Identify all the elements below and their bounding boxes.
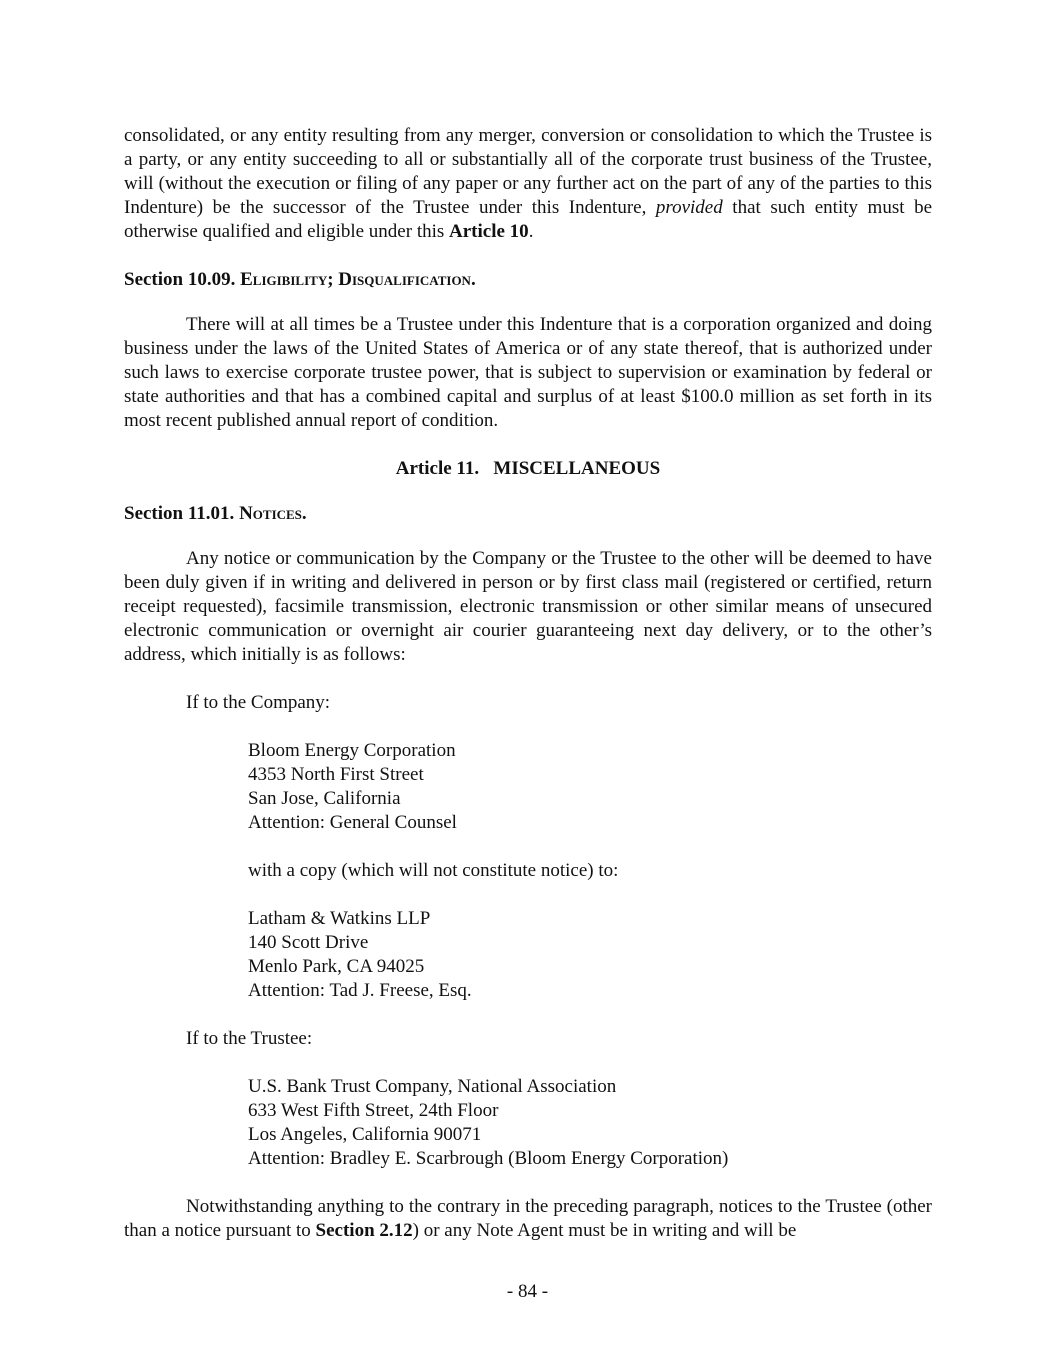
closing-paragraph	[124, 1195, 932, 1243]
address-line: U.S. Bank Trust Company, National Association	[248, 1076, 617, 1097]
section-2-12-reference: Section 2.12	[315, 1220, 413, 1241]
address-line: Attention: Tad J. Freese, Esq.	[248, 980, 472, 1001]
trustee-address-block	[124, 1075, 932, 1171]
copy-note: with a copy (which will not constitute notice) to:	[248, 860, 619, 881]
document-page	[124, 124, 932, 1243]
article-11-heading: Article 11. MISCELLANEOUS	[395, 458, 661, 479]
counsel-address-block	[124, 907, 932, 1003]
paragraph-text: that such entity must be otherwise qualified and eligible under this	[124, 197, 932, 242]
section-title: Notices.	[239, 503, 307, 524]
address-line: San Jose, California	[248, 788, 401, 809]
paragraph-successor-trustee	[124, 124, 932, 244]
company-address-block	[124, 739, 932, 835]
company-lead: If to the Company:	[186, 692, 331, 713]
address-line: Latham & Watkins LLP	[248, 908, 431, 929]
section-number: Section 10.09.	[124, 269, 236, 290]
address-line: Menlo Park, CA 94025	[248, 956, 425, 977]
address-line: Bloom Energy Corporation	[248, 740, 456, 761]
section-10-09-heading	[124, 268, 932, 292]
section-number: Section 11.01.	[124, 503, 235, 524]
paragraph-text: consolidated, or any entity resulting from any merger, conversion or consolidation to which the Trustee is a party, or any entity succeeding to all or substantially all of the corporate trust business of the Trustee, will (without the execution or filing of any paper or any further act on the part of any of the parties to this Indenture) be the successor of the Trustee under this Indenture,	[124, 125, 932, 218]
section-10-09-body: There will at all times be a Trustee under this Indenture that is a corporation organized and doing business under the laws of the United States of America or of any state thereof, that is authorized under such laws to exercise corporate trustee power, that is subject to supervision or examination by federal or state authorities and that has a combined capital and surplus of at least $100.0 million as set forth in its most recent published annual report of condition.	[124, 314, 932, 431]
article-10-reference: Article 10	[449, 221, 529, 242]
page-number: - 84 -	[506, 1281, 549, 1302]
address-line: Attention: General Counsel	[248, 812, 457, 833]
paragraph-text: ) or any Note Agent must be in writing and will be	[412, 1220, 797, 1241]
paragraph-text: .	[528, 221, 534, 242]
address-line: 140 Scott Drive	[248, 932, 369, 953]
address-line: Los Angeles, California 90071	[248, 1124, 482, 1145]
address-line: Attention: Bradley E. Scarbrough (Bloom Energy Corporation)	[248, 1148, 729, 1169]
section-title: Eligibility; Disqualification.	[240, 269, 476, 290]
paragraph-text: Notwithstanding anything to the contrary in the preceding paragraph, notices to the Trustee (other than a notice pursuant to	[124, 1196, 932, 1241]
section-11-01-heading	[124, 502, 932, 526]
provided-term: provided	[655, 197, 723, 218]
section-11-01-body: Any notice or communication by the Company or the Trustee to the other will be deemed to have been duly given if in writing and delivered in person or by first class mail (registered or certified, return receipt requested), facsimile transmission, electronic transmission or other similar means of unsecured electronic communication or overnight air courier guaranteeing next day delivery, or to the other’s address, which initially is as follows:	[124, 548, 932, 665]
trustee-lead: If to the Trustee:	[186, 1028, 313, 1049]
address-line: 633 West Fifth Street, 24th Floor	[248, 1100, 499, 1121]
address-line: 4353 North First Street	[248, 764, 424, 785]
